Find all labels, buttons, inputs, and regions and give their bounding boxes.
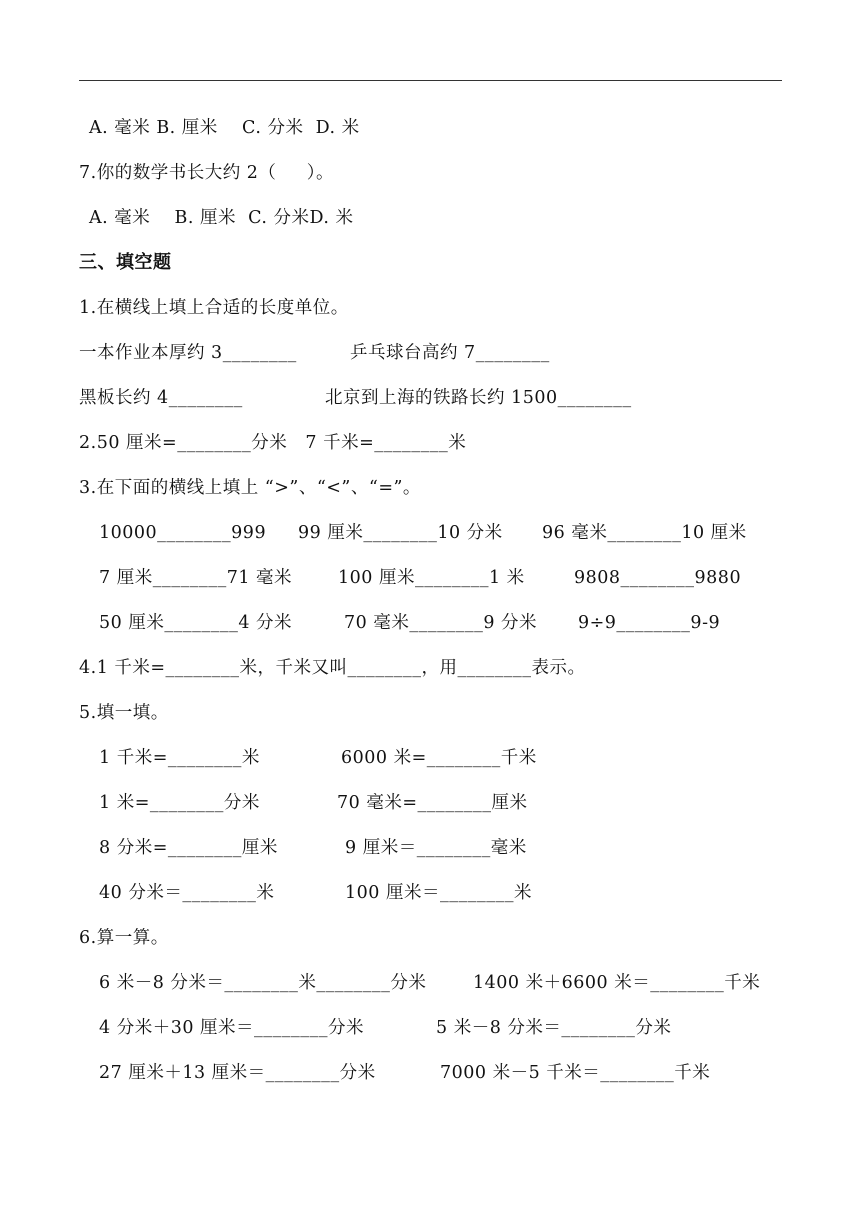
convert-item: 100 厘米＝________米 bbox=[345, 883, 532, 903]
convert-item: 1 米=________分米 bbox=[99, 793, 260, 813]
question-6 bbox=[0, 927, 169, 949]
calc-item: 1400 米＋6600 米＝________千米 bbox=[473, 973, 761, 993]
compare-item: 100 厘米________1 米 bbox=[338, 568, 525, 588]
calc-item: 6 米－8 分米＝________米________分米 bbox=[99, 973, 427, 993]
question-text: 6.算一算。 bbox=[79, 928, 169, 948]
convert-item: 1 千米=________米 bbox=[99, 748, 260, 768]
compare-item: 9÷9________9-9 bbox=[578, 613, 721, 633]
question-7 bbox=[0, 162, 334, 184]
section-title: 三、填空题 bbox=[79, 252, 172, 273]
fill-item: 黑板长约 4________ bbox=[79, 388, 243, 408]
convert-item: 8 分米=________厘米 bbox=[99, 838, 278, 858]
convert-item: 40 分米＝________米 bbox=[99, 883, 275, 903]
calc-item: 5 米－8 分米＝________分米 bbox=[436, 1018, 672, 1038]
compare-item: 7 厘米________71 毫米 bbox=[99, 568, 293, 588]
convert-row bbox=[0, 837, 527, 859]
calc-item: 7000 米－5 千米＝________千米 bbox=[440, 1063, 711, 1083]
calc-row bbox=[0, 1017, 672, 1039]
question-5 bbox=[0, 702, 169, 724]
option-line-q7 bbox=[0, 207, 354, 229]
calc-item: 4 分米＋30 厘米＝________分米 bbox=[99, 1018, 365, 1038]
top-rule bbox=[79, 80, 782, 81]
fill-item: 一本作业本厚约 3________ bbox=[79, 343, 297, 363]
question-4 bbox=[0, 657, 586, 679]
fill-row bbox=[0, 387, 632, 409]
convert-row bbox=[0, 747, 537, 769]
compare-row bbox=[0, 612, 721, 634]
convert-item: 6000 米=________千米 bbox=[341, 748, 537, 768]
question-text: 4.1 千米=________米，千米又叫________，用________表示。 bbox=[79, 658, 586, 678]
compare-item: 9808________9880 bbox=[574, 568, 742, 588]
convert-row bbox=[0, 882, 532, 904]
compare-row bbox=[0, 567, 742, 589]
fill-item: 北京到上海的铁路长约 1500________ bbox=[325, 388, 632, 408]
fill-row bbox=[0, 342, 550, 364]
question-2 bbox=[0, 432, 467, 454]
question-text: 5.填一填。 bbox=[79, 703, 169, 723]
options-text: A. 毫米 B. 厘米 C. 分米 D. 米 bbox=[89, 118, 360, 138]
question-text: 1.在横线上填上合适的长度单位。 bbox=[79, 298, 349, 318]
compare-row bbox=[0, 522, 747, 544]
option-line-q6 bbox=[0, 117, 360, 139]
convert-item: 70 毫米=________厘米 bbox=[337, 793, 528, 813]
calc-row bbox=[0, 1062, 711, 1084]
fill-item: 乒乓球台高约 7________ bbox=[350, 343, 550, 363]
calc-row bbox=[0, 972, 761, 994]
compare-item: 99 厘米________10 分米 bbox=[298, 523, 503, 543]
compare-item: 50 厘米________4 分米 bbox=[99, 613, 293, 633]
section-heading bbox=[0, 252, 172, 274]
calc-item: 27 厘米＋13 厘米＝________分米 bbox=[99, 1063, 376, 1083]
question-text: 2.50 厘米=________分米 7 千米=________米 bbox=[79, 433, 467, 453]
compare-item: 10000________999 bbox=[99, 523, 267, 543]
question-text: 7.你的数学书长大约 2（ ）。 bbox=[79, 163, 334, 183]
options-text: A. 毫米 B. 厘米 C. 分米D. 米 bbox=[89, 208, 354, 228]
question-1 bbox=[0, 297, 349, 319]
compare-item: 96 毫米________10 厘米 bbox=[542, 523, 747, 543]
question-3 bbox=[0, 477, 421, 499]
compare-item: 70 毫米________9 分米 bbox=[344, 613, 538, 633]
convert-row bbox=[0, 792, 528, 814]
convert-item: 9 厘米＝________毫米 bbox=[345, 838, 527, 858]
question-text: 3.在下面的横线上填上 “>”、“<”、“=”。 bbox=[79, 478, 421, 498]
